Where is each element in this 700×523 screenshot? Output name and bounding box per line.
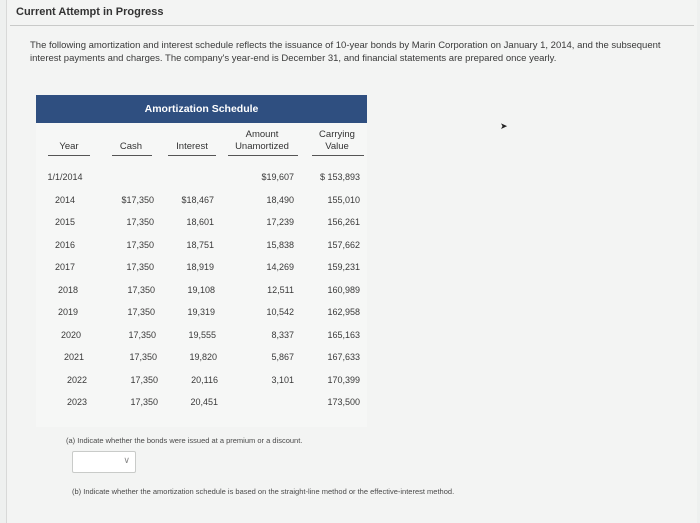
cell-year: 2022 (66, 374, 88, 385)
header-divider (10, 25, 694, 26)
col-underline-year (48, 155, 90, 156)
cell-cash: $17,350 (121, 194, 154, 205)
cell-carrying: $ 153,893 (319, 172, 360, 182)
question-a: (a) Indicate whether the bonds were issued at a premium or a discount. (66, 436, 303, 445)
cell-amount: 14,269 (266, 262, 294, 272)
cell-cash: 17,350 (129, 352, 157, 362)
col-header-amount-unamortized: Amount Unamortized (235, 129, 289, 152)
col-underline-cash (112, 155, 152, 156)
cell-year: 2020 (60, 329, 82, 340)
cell-amount: 10,542 (266, 307, 294, 317)
cell-interest: 19,319 (187, 307, 215, 317)
cell-cash: 17,350 (126, 262, 154, 272)
cell-amount: 8,337 (271, 329, 294, 340)
cell-carrying: 165,163 (327, 329, 360, 340)
col-header-interest: Interest (176, 141, 208, 152)
problem-statement: The following amortization and interest schedule reflects the issuance of 10-year bonds by Marin Corporation on January 1, 2014, and the subsequent interest payments and charges. The company's year-end is December 31, and financial statements are prepared once yearly. (30, 40, 661, 64)
cell-cash: 17,350 (127, 307, 155, 317)
cell-year: 2015 (54, 217, 76, 227)
col-underline-interest (168, 155, 216, 156)
cell-cash: 17,350 (130, 374, 158, 385)
col-header-cash: Cash (119, 141, 143, 152)
chevron-down-icon: ∨ (123, 455, 130, 465)
cell-cash: 17,350 (127, 284, 155, 295)
cell-carrying: 167,633 (327, 352, 360, 362)
cell-cash: 17,350 (128, 329, 156, 340)
cell-interest: $18,467 (181, 194, 214, 205)
cell-carrying: 160,989 (327, 284, 360, 295)
schedule-title: Amortization Schedule (36, 95, 367, 123)
cell-interest: 19,820 (189, 352, 217, 362)
cell-interest: 18,751 (186, 239, 214, 250)
cell-amount: 17,239 (266, 217, 294, 227)
cell-carrying: 156,261 (327, 217, 360, 227)
cell-interest: 20,116 (191, 374, 218, 385)
cell-amount: 5,867 (271, 352, 294, 362)
cell-year: 2018 (57, 284, 79, 295)
cell-interest: 19,108 (187, 284, 215, 295)
page-title: Current Attempt in Progress (16, 6, 164, 18)
cell-interest: 18,601 (186, 217, 214, 227)
cell-year: 1/1/2014 (47, 172, 83, 182)
question-b: (b) Indicate whether the amortization schedule is based on the straight-line method or the effective-interest method. (72, 487, 455, 496)
cell-amount: $19,607 (261, 172, 294, 182)
col-header-year: Year (59, 141, 79, 152)
cell-year: 2023 (66, 397, 88, 407)
cell-cash: 17,350 (130, 397, 158, 407)
cell-year: 2014 (54, 194, 76, 205)
cell-interest: 18,919 (186, 262, 214, 272)
cell-carrying: 157,662 (327, 239, 360, 250)
col-underline-amount (228, 155, 298, 156)
cell-year: 2017 (54, 262, 76, 272)
premium-discount-select[interactable] (72, 451, 136, 473)
cell-carrying: 173,500 (327, 397, 360, 407)
cell-year: 2021 (63, 352, 85, 362)
cell-carrying: 155,010 (327, 194, 360, 205)
cell-interest: 19,555 (188, 329, 216, 340)
cell-amount: 18,490 (266, 194, 294, 205)
cell-cash: 17,350 (126, 217, 154, 227)
cell-carrying: 159,231 (327, 262, 360, 272)
cell-amount: 12,511 (267, 284, 294, 295)
cell-amount: 15,838 (266, 239, 294, 250)
col-header-carrying-value: Carrying Value (319, 129, 355, 152)
cell-amount: 3,101 (271, 374, 294, 385)
col-underline-carrying (312, 155, 364, 156)
cell-year: 2016 (54, 239, 76, 250)
cell-carrying: 162,958 (327, 307, 360, 317)
cursor-arrow-icon: ➤ (500, 121, 508, 131)
cell-interest: 20,451 (190, 397, 218, 407)
cell-cash: 17,350 (126, 239, 154, 250)
cell-year: 2019 (57, 307, 79, 317)
cell-carrying: 170,399 (327, 374, 360, 385)
